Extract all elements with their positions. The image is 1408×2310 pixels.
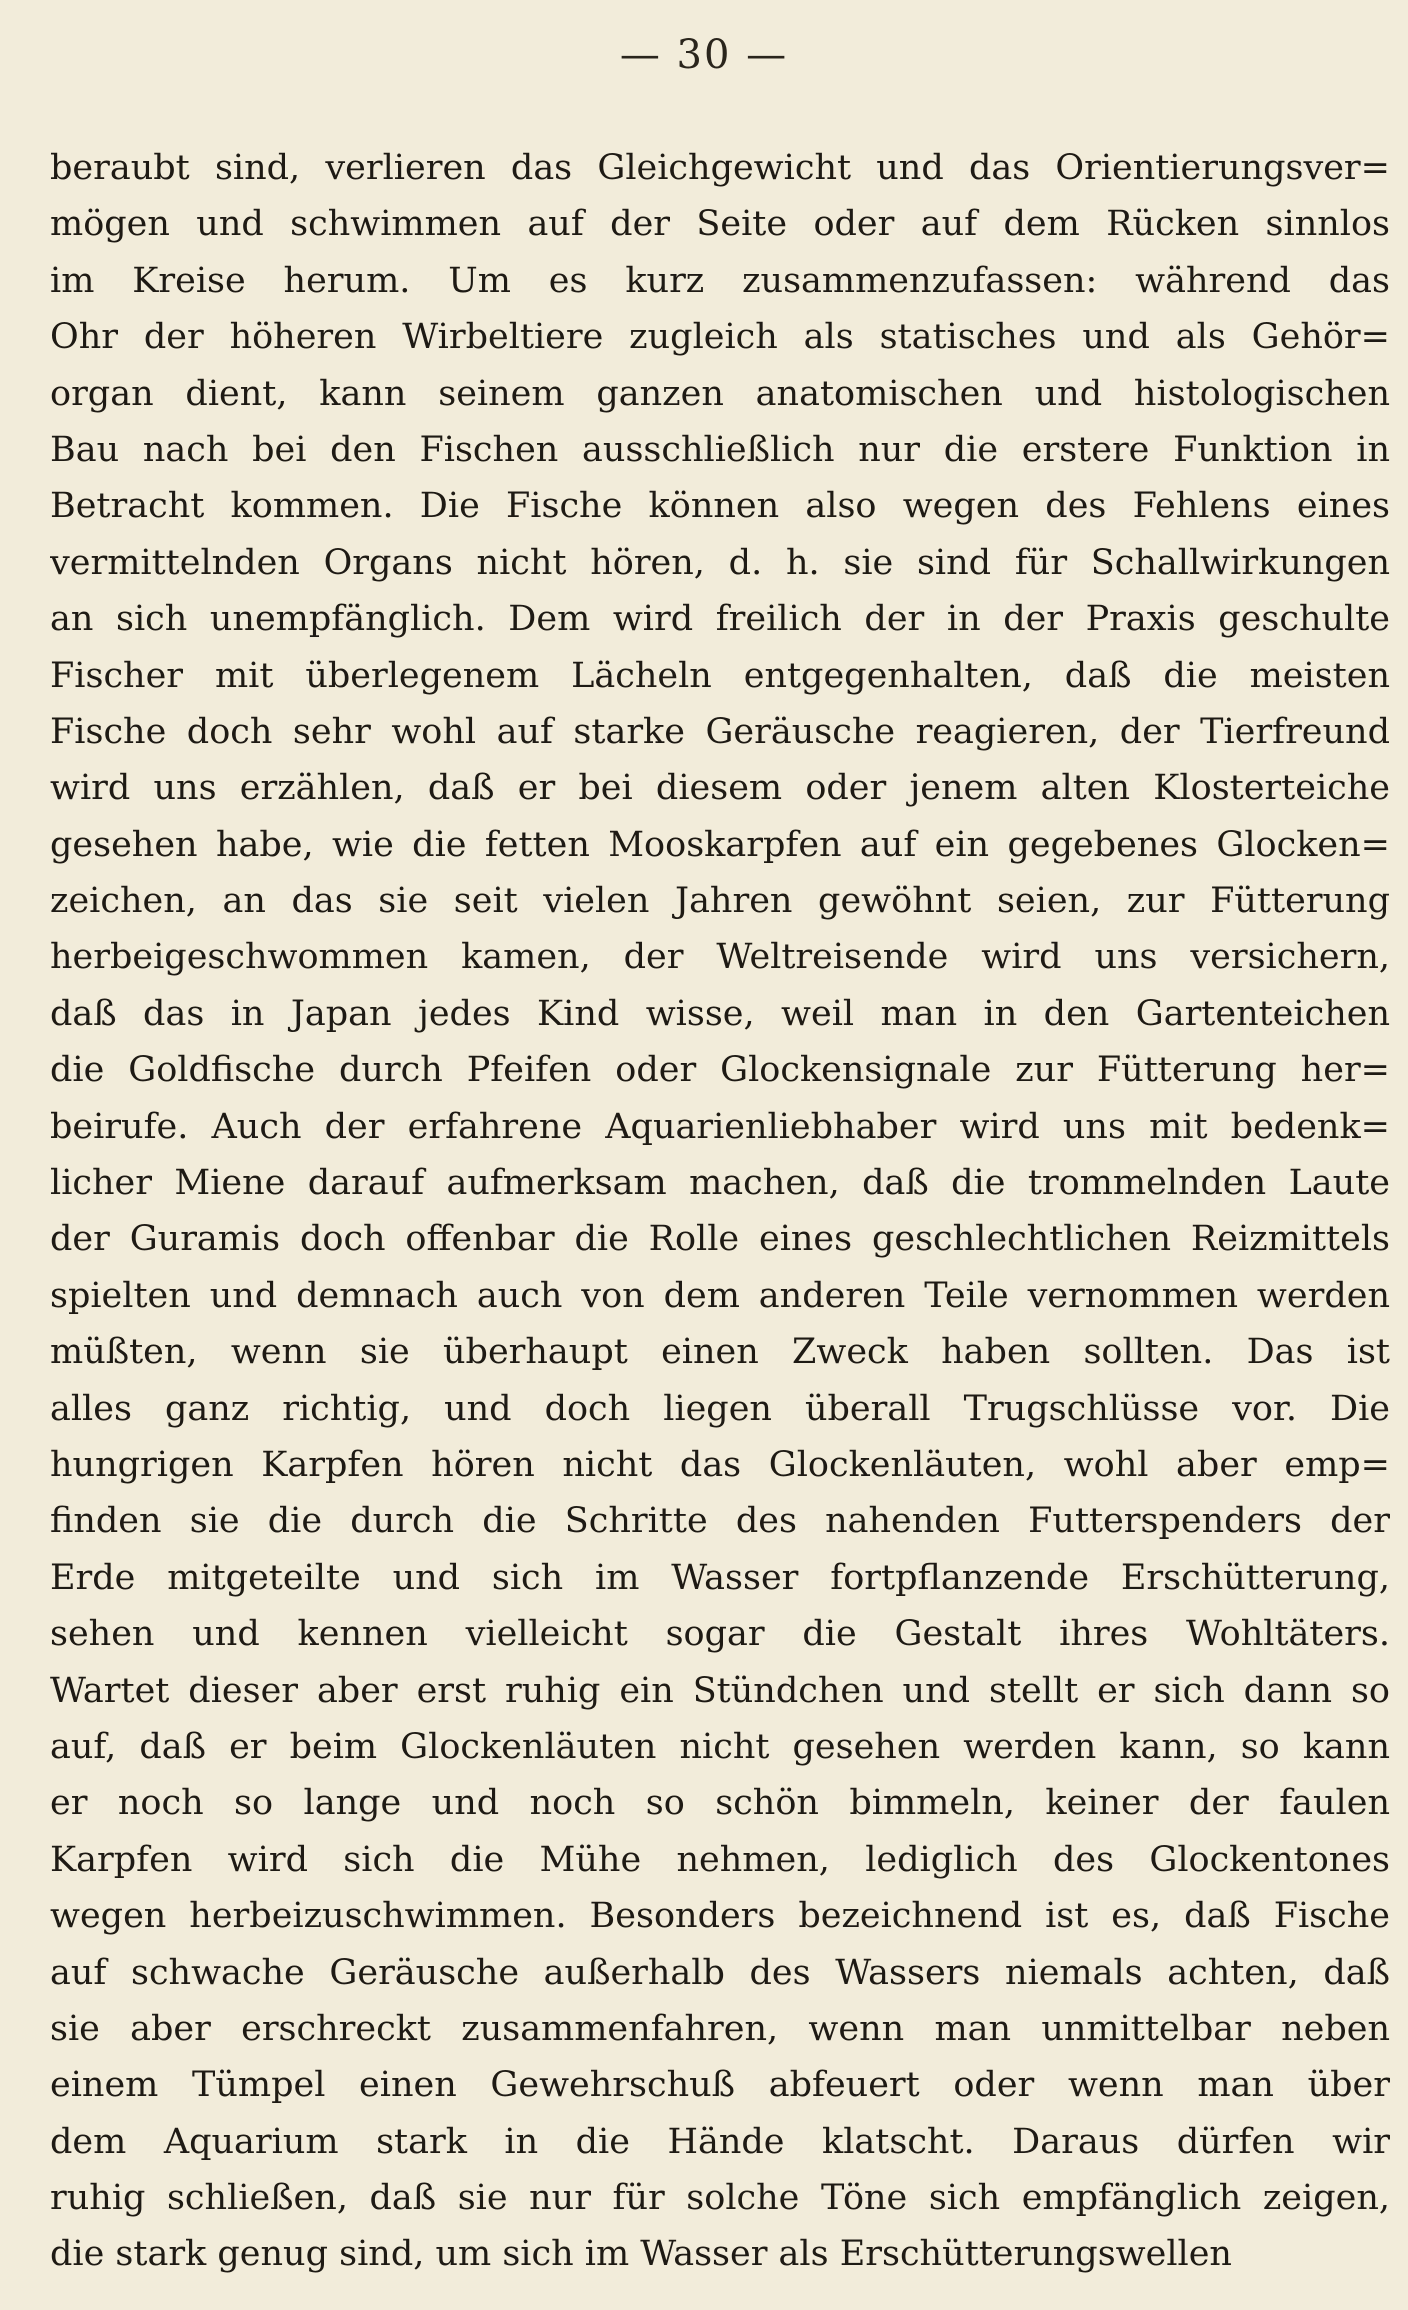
text-line: auf, daß er beim Glockenläuten nicht gesehen werden kann, so kann (50, 1726, 1390, 1767)
text-line: spielten und demnach auch von dem anderen Teile vernommen werden (50, 1275, 1390, 1316)
text-line: alles ganz richtig, und doch liegen überall Trugschlüsse vor. Die (50, 1388, 1390, 1429)
text-line: gesehen habe, wie die fetten Mooskarpfen auf ein gegebenes Glocken= (50, 824, 1390, 865)
text-line: beirufe. Auch der erfahrene Aquarienliebhaber wird uns mit bedenk= (50, 1106, 1390, 1147)
text-line: der Guramis doch offenbar die Rolle eines geschlechtlichen Reizmittels (50, 1219, 1390, 1260)
text-line: sehen und kennen vielleicht sogar die Gestalt ihres Wohltäters. (50, 1614, 1390, 1655)
text-line: finden sie die durch die Schritte des nahenden Futterspenders der (50, 1501, 1390, 1542)
text-line: Fischer mit überlegenem Lächeln entgegenhalten, daß die meisten (50, 655, 1390, 696)
text-line: auf schwache Geräusche außerhalb des Wassers niemals achten, daß (50, 1952, 1390, 1993)
text-line: die Goldfische durch Pfeifen oder Glockensignale zur Fütterung her= (50, 1050, 1390, 1091)
text-line: Fische doch sehr wohl auf starke Geräusche reagieren, der Tierfreund (50, 711, 1390, 752)
text-line: vermittelnden Organs nicht hören, d. h. sie sind für Schallwirkungen (50, 542, 1390, 583)
text-line: ruhig schließen, daß sie nur für solche Töne sich empfänglich zeigen, (50, 2178, 1390, 2219)
text-line: licher Miene darauf aufmerksam machen, daß die trommelnden Laute (50, 1163, 1390, 1204)
text-line: an sich unempfänglich. Dem wird freilich der in der Praxis geschulte (50, 599, 1390, 640)
text-line: Karpfen wird sich die Mühe nehmen, lediglich des Glockentones (50, 1839, 1390, 1880)
text-line: die stark genug sind, um sich im Wasser als Erschütterungswellen (50, 2234, 1232, 2275)
body-text (50, 140, 1390, 2283)
text-line: Erde mitgeteilte und sich im Wasser fortpflanzende Erschütterung, (50, 1557, 1390, 1598)
text-line: Ohr der höheren Wirbeltiere zugleich als statisches und als Gehör= (50, 317, 1390, 358)
text-line: wegen herbeizuschwimmen. Besonders bezeichnend ist es, daß Fische (50, 1896, 1390, 1937)
text-line: einem Tümpel einen Gewehrschuß abfeuert oder wenn man über (50, 2065, 1390, 2106)
text-line: mögen und schwimmen auf der Seite oder auf dem Rücken sinnlos (50, 204, 1390, 245)
text-line: müßten, wenn sie überhaupt einen Zweck haben sollten. Das ist (50, 1332, 1390, 1373)
text-line: Betracht kommen. Die Fische können also wegen des Fehlens eines (50, 486, 1390, 527)
text-line: Bau nach bei den Fischen ausschließlich nur die erstere Funktion in (50, 429, 1390, 470)
text-line: organ dient, kann seinem ganzen anatomischen und histologischen (50, 373, 1390, 414)
text-line: Wartet dieser aber erst ruhig ein Stündchen und stellt er sich dann so (50, 1670, 1390, 1711)
text-line: wird uns erzählen, daß er bei diesem oder jenem alten Klosterteiche (50, 768, 1390, 809)
text-line: dem Aquarium stark in die Hände klatscht. Daraus dürfen wir (50, 2121, 1390, 2162)
text-line: er noch so lange und noch so schön bimmeln, keiner der faulen (50, 1783, 1390, 1824)
text-line: beraubt sind, verlieren das Gleichgewicht und das Orientierungsver= (50, 148, 1390, 188)
text-line: daß das in Japan jedes Kind wisse, weil man in den Gartenteichen (50, 993, 1390, 1034)
page-number: — 30 — (619, 32, 789, 78)
text-line: zeichen, an das sie seit vielen Jahren gewöhnt seien, zur Fütterung (50, 881, 1390, 922)
text-line: sie aber erschreckt zusammenfahren, wenn man unmittelbar neben (50, 2008, 1390, 2049)
text-line: hungrigen Karpfen hören nicht das Glockenläuten, wohl aber emp= (50, 1444, 1390, 1485)
text-line: im Kreise herum. Um es kurz zusammenzufassen: während das (50, 260, 1390, 301)
text-line: herbeigeschwommen kamen, der Weltreisende wird uns versichern, (50, 937, 1390, 978)
